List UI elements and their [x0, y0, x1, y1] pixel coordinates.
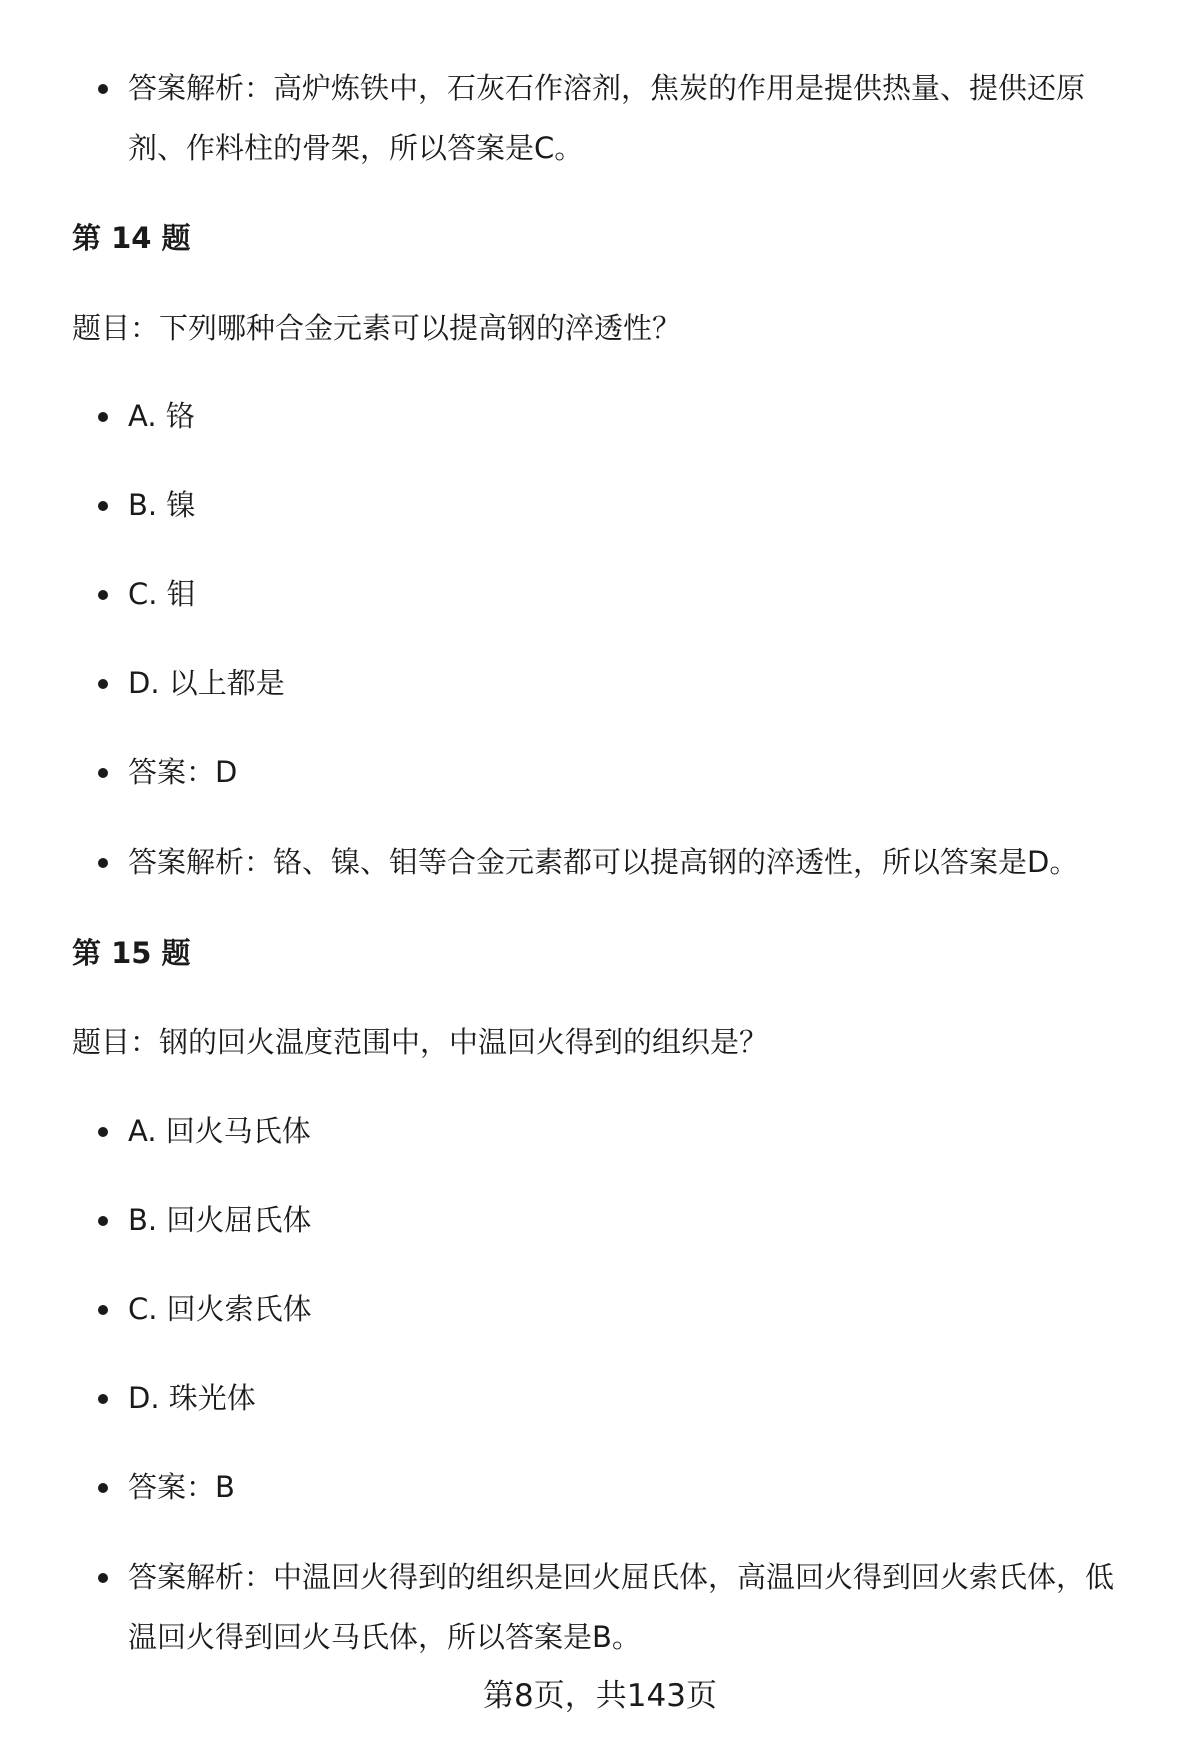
option-text: A. 回火马氏体 — [128, 1114, 311, 1148]
q15-option-d — [98, 1368, 1138, 1428]
analysis-text: 答案解析：中温回火得到的组织是回火屈氏体，高温回火得到回火索氏体，低温回火得到回火马氏体，所以答案是B。 — [128, 1560, 1115, 1654]
q15-option-b — [98, 1190, 1138, 1250]
q13-analysis-item — [98, 58, 1138, 178]
q15-heading: 第 15 题 — [72, 936, 191, 970]
q14-option-b — [98, 475, 1138, 535]
q14-option-c — [98, 564, 1138, 624]
q14-analysis-item — [98, 832, 1138, 892]
q15-option-a — [98, 1101, 1138, 1161]
q14-option-d — [98, 653, 1138, 713]
q14-question: 题目：下列哪种合金元素可以提高钢的淬透性？ — [72, 311, 682, 345]
q15-question: 题目：钢的回火温度范围中，中温回火得到的组织是？ — [72, 1025, 769, 1059]
option-text: A. 铬 — [128, 399, 195, 433]
q14-heading: 第 14 题 — [72, 221, 191, 255]
q15-option-c — [98, 1279, 1138, 1339]
q14-answer — [98, 742, 1138, 802]
analysis-text: 答案解析：铬、镍、钼等合金元素都可以提高钢的淬透性，所以答案是D。 — [128, 845, 1079, 879]
q14-option-a — [98, 386, 1138, 446]
option-text: C. 回火索氏体 — [128, 1292, 312, 1326]
q15-answer — [98, 1457, 1138, 1517]
option-text: B. 镍 — [128, 488, 196, 522]
option-text: B. 回火屈氏体 — [128, 1203, 312, 1237]
q15-analysis-item — [98, 1547, 1138, 1667]
q13-analysis-text: 答案解析：高炉炼铁中，石灰石作溶剂，焦炭的作用是提供热量、提供还原剂、作料柱的骨架，所以答案是C。 — [128, 71, 1086, 165]
page-number-footer: 第8页，共143页 — [483, 1678, 717, 1714]
option-text: D. 以上都是 — [128, 666, 285, 700]
answer-text: 答案：B — [128, 1470, 235, 1504]
option-text: D. 珠光体 — [128, 1381, 256, 1415]
option-text: C. 钼 — [128, 577, 196, 611]
answer-text: 答案：D — [128, 755, 238, 789]
